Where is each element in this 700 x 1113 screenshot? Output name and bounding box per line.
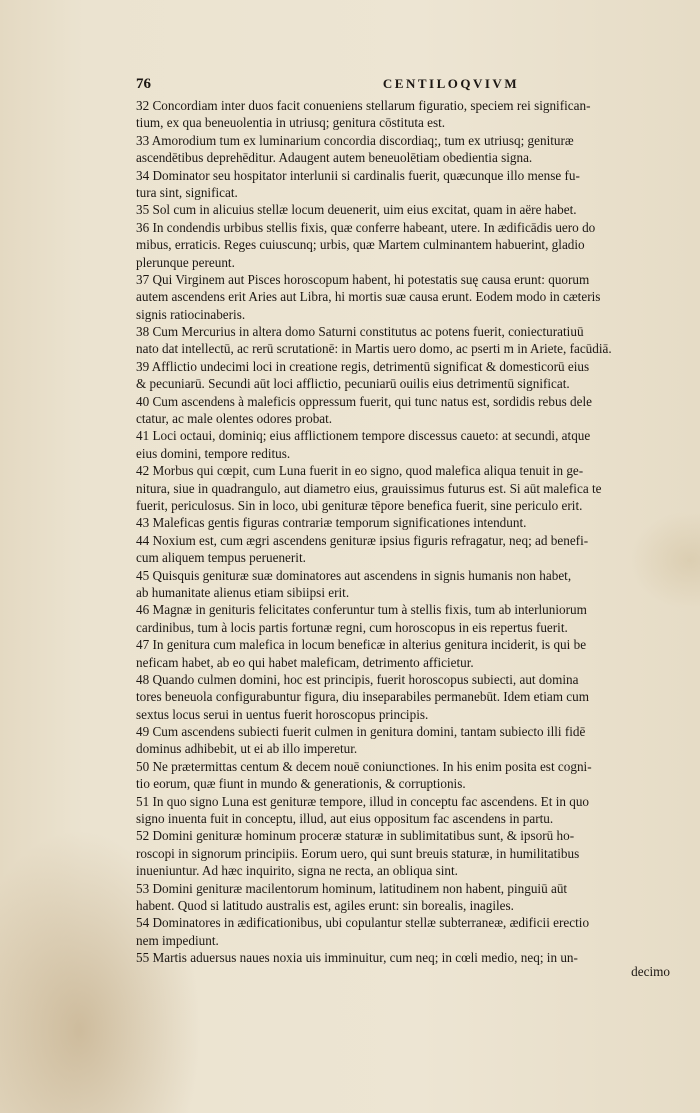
text-line: tores beneuola configurabuntur figura, diu inseparabiles permanebūt. Idem etiam cum xyxy=(136,689,589,705)
text-line: nem impediunt. xyxy=(136,932,219,948)
text-line: plerunque pereunt. xyxy=(136,254,235,270)
text-line: & pecuniarū. Secundi aūt loci afflictio, pecuniarū ouilis eius detrimentū significat. xyxy=(136,376,570,392)
running-title: CENTILOQVIVM xyxy=(382,76,520,91)
text-line: cardinibus, tum à locis partis fortunæ regni, cum horoscopus in eis repertus fuerit. xyxy=(136,619,568,635)
text-line: 40 Cum ascendens à maleficis oppressum fuerit, qui tunc natus est, sordidis rebus dele xyxy=(136,393,592,409)
text-line: 52 Domini genituræ hominum proceræ staturæ in sublimitatibus sunt, & ipsorū ho- xyxy=(136,828,575,844)
text-line: 45 Quisquis genituræ suæ dominatores aut ascendens in signis humanis non habet, xyxy=(136,567,572,583)
text-line: inueniuntur. Ad hæc inquirito, signa ne recta, an obliqua sint. xyxy=(136,863,458,879)
text-line: habent. Quod si latitudo australis est, agiles erunt: sin borealis, inagiles. xyxy=(136,897,514,913)
text-line: dominus adhibebit, ut ei ab illo imperetur. xyxy=(136,741,358,757)
text-line: 51 In quo signo Luna est genituræ tempore, illud in conceptu fac ascendens. Et in quo xyxy=(136,793,590,809)
text-line: 46 Magnæ in genituris felicitates conferuntur tum à stellis fixis, tum ab interluniorum xyxy=(136,602,587,618)
text-line: 50 Ne prætermittas centum & decem nouē coniunctiones. In his enim posita est cogni- xyxy=(136,758,592,774)
body-text xyxy=(136,97,668,967)
text-line: 42 Morbus qui cœpit, cum Luna fuerit in eo signo, quod malefica aliqua tenuit in ge- xyxy=(136,463,584,479)
text-line: 41 Loci octaui, dominiq; eius afflictionem tempore discessus caueto: at secundi, atque xyxy=(136,428,591,444)
text-line: 54 Dominatores in ædificationibus, ubi copulantur stellæ subterraneæ, ædificii erectio xyxy=(136,915,590,931)
text-line: ctatur, ac male olentes odores probat. xyxy=(136,411,333,427)
text-line: roscopi in signorum principiis. Eorum uero, qui sunt breuis staturæ, in humilitatibus xyxy=(136,845,580,861)
text-line: 55 Martis aduersus naues noxia uis imminuitur, cum neq; in cœli medio, neq; in un- xyxy=(136,950,578,966)
text-line: signis ratiocinaberis. xyxy=(136,306,246,322)
text-line: 48 Quando culmen domini, hoc est principis, fuerit horoscopus subiecti, aut domina xyxy=(136,671,579,687)
text-line: ab humanitate alienus etiam sibiipsi erit. xyxy=(136,584,350,600)
text-line: tio eorum, quæ fiunt in mundo & generationis, & corruptionis. xyxy=(136,776,466,792)
text-line: 47 In genitura cum malefica in locum beneficæ in alterius genitura inciderit, is qui be xyxy=(136,637,587,653)
text-line: fuerit, periculosus. Sin in loco, ubi genituræ tēpore benefica fuerit, sine periculo erit. xyxy=(136,497,583,513)
text-line: 44 Noxium est, cum ægri ascendens genituræ ipsius figuris refragatur, neq; ad benefi- xyxy=(136,532,589,548)
page-number: 76 xyxy=(136,76,151,92)
text-line: 53 Domini genituræ macilentorum hominum, latitudinem non habent, pinguiū aūt xyxy=(136,880,568,896)
text-line: 38 Cum Mercurius in altera domo Saturni constitutus ac potens fuerit, coniecturatiuū xyxy=(136,324,584,340)
text-line: signo inuenta fuit in conceptu, illud, aut eius oppositum fac ascendens in partu. xyxy=(136,811,554,827)
text-line: nitura, siue in quadrangulo, aut diametro eius, grauissimus futurus est. Si aūt malefica te xyxy=(136,480,602,496)
text-line: ascendētibus deprehēditur. Adaugent autem beneuolētiam obedientia signa. xyxy=(136,150,533,166)
text-line: 32 Concordiam inter duos facit conueniens stellarum figuratio, speciem rei significan- xyxy=(136,98,591,113)
text-line: 33 Amorodium tum ex luminarium concordia discordiaq;, tum ex utriusq; genituræ xyxy=(136,132,574,148)
catchword: decimo xyxy=(631,964,670,979)
text-line: 49 Cum ascendens subiecti fuerit culmen in genitura domini, tantam subiecto illi fidē xyxy=(136,724,586,740)
page-header xyxy=(136,76,676,94)
text-line: 36 In condendis urbibus stellis fixis, quæ conferre habeant, utere. In ædificādis uero do xyxy=(136,219,596,235)
text-line: autem ascendens erit Aries aut Libra, hi mortis suæ causa erunt. Eodem modo in cæteris xyxy=(136,289,601,305)
text-line: 39 Afflictio undecimi loci in creatione regis, detrimentū significat & domesticorū eius xyxy=(136,358,590,374)
text-line: sextus locus serui in uentus fuerit horoscopus principis. xyxy=(136,706,429,722)
text-line: cum aliquem tempus peruenerit. xyxy=(136,550,306,566)
text-line: tura sint, significat. xyxy=(136,184,238,200)
text-line: 34 Dominator seu hospitator interlunii si cardinalis fuerit, quæcunque illo mense fu- xyxy=(136,167,580,183)
text-line: neficam habet, ab eo qui habet maleficam, detrimento afficietur. xyxy=(136,654,474,670)
text-line: 43 Maleficas gentis figuras contrariæ temporum significationes intendunt. xyxy=(136,515,527,531)
text-line: nato dat intellectū, ac rerū scrutationē: in Martis uero domo, ac pserti m in Ariete, facūdiā. xyxy=(136,341,612,357)
text-line: 37 Qui Virginem aut Pisces horoscopum habent, hi potestatis suę causa erunt: quorum xyxy=(136,271,590,287)
text-line: eius domini, tempore reditus. xyxy=(136,445,291,461)
text-line: 35 Sol cum in alicuius stellæ locum deuenerit, uim eius excitat, quam in aëre habet. xyxy=(136,202,577,218)
text-line: tium, ex qua beneuolentia in utriusq; genitura cōstituta est. xyxy=(136,115,446,131)
text-line: mibus, erraticis. Reges cuiuscunq; urbis, quæ Martem culminantem habuerint, gladio xyxy=(136,237,585,253)
